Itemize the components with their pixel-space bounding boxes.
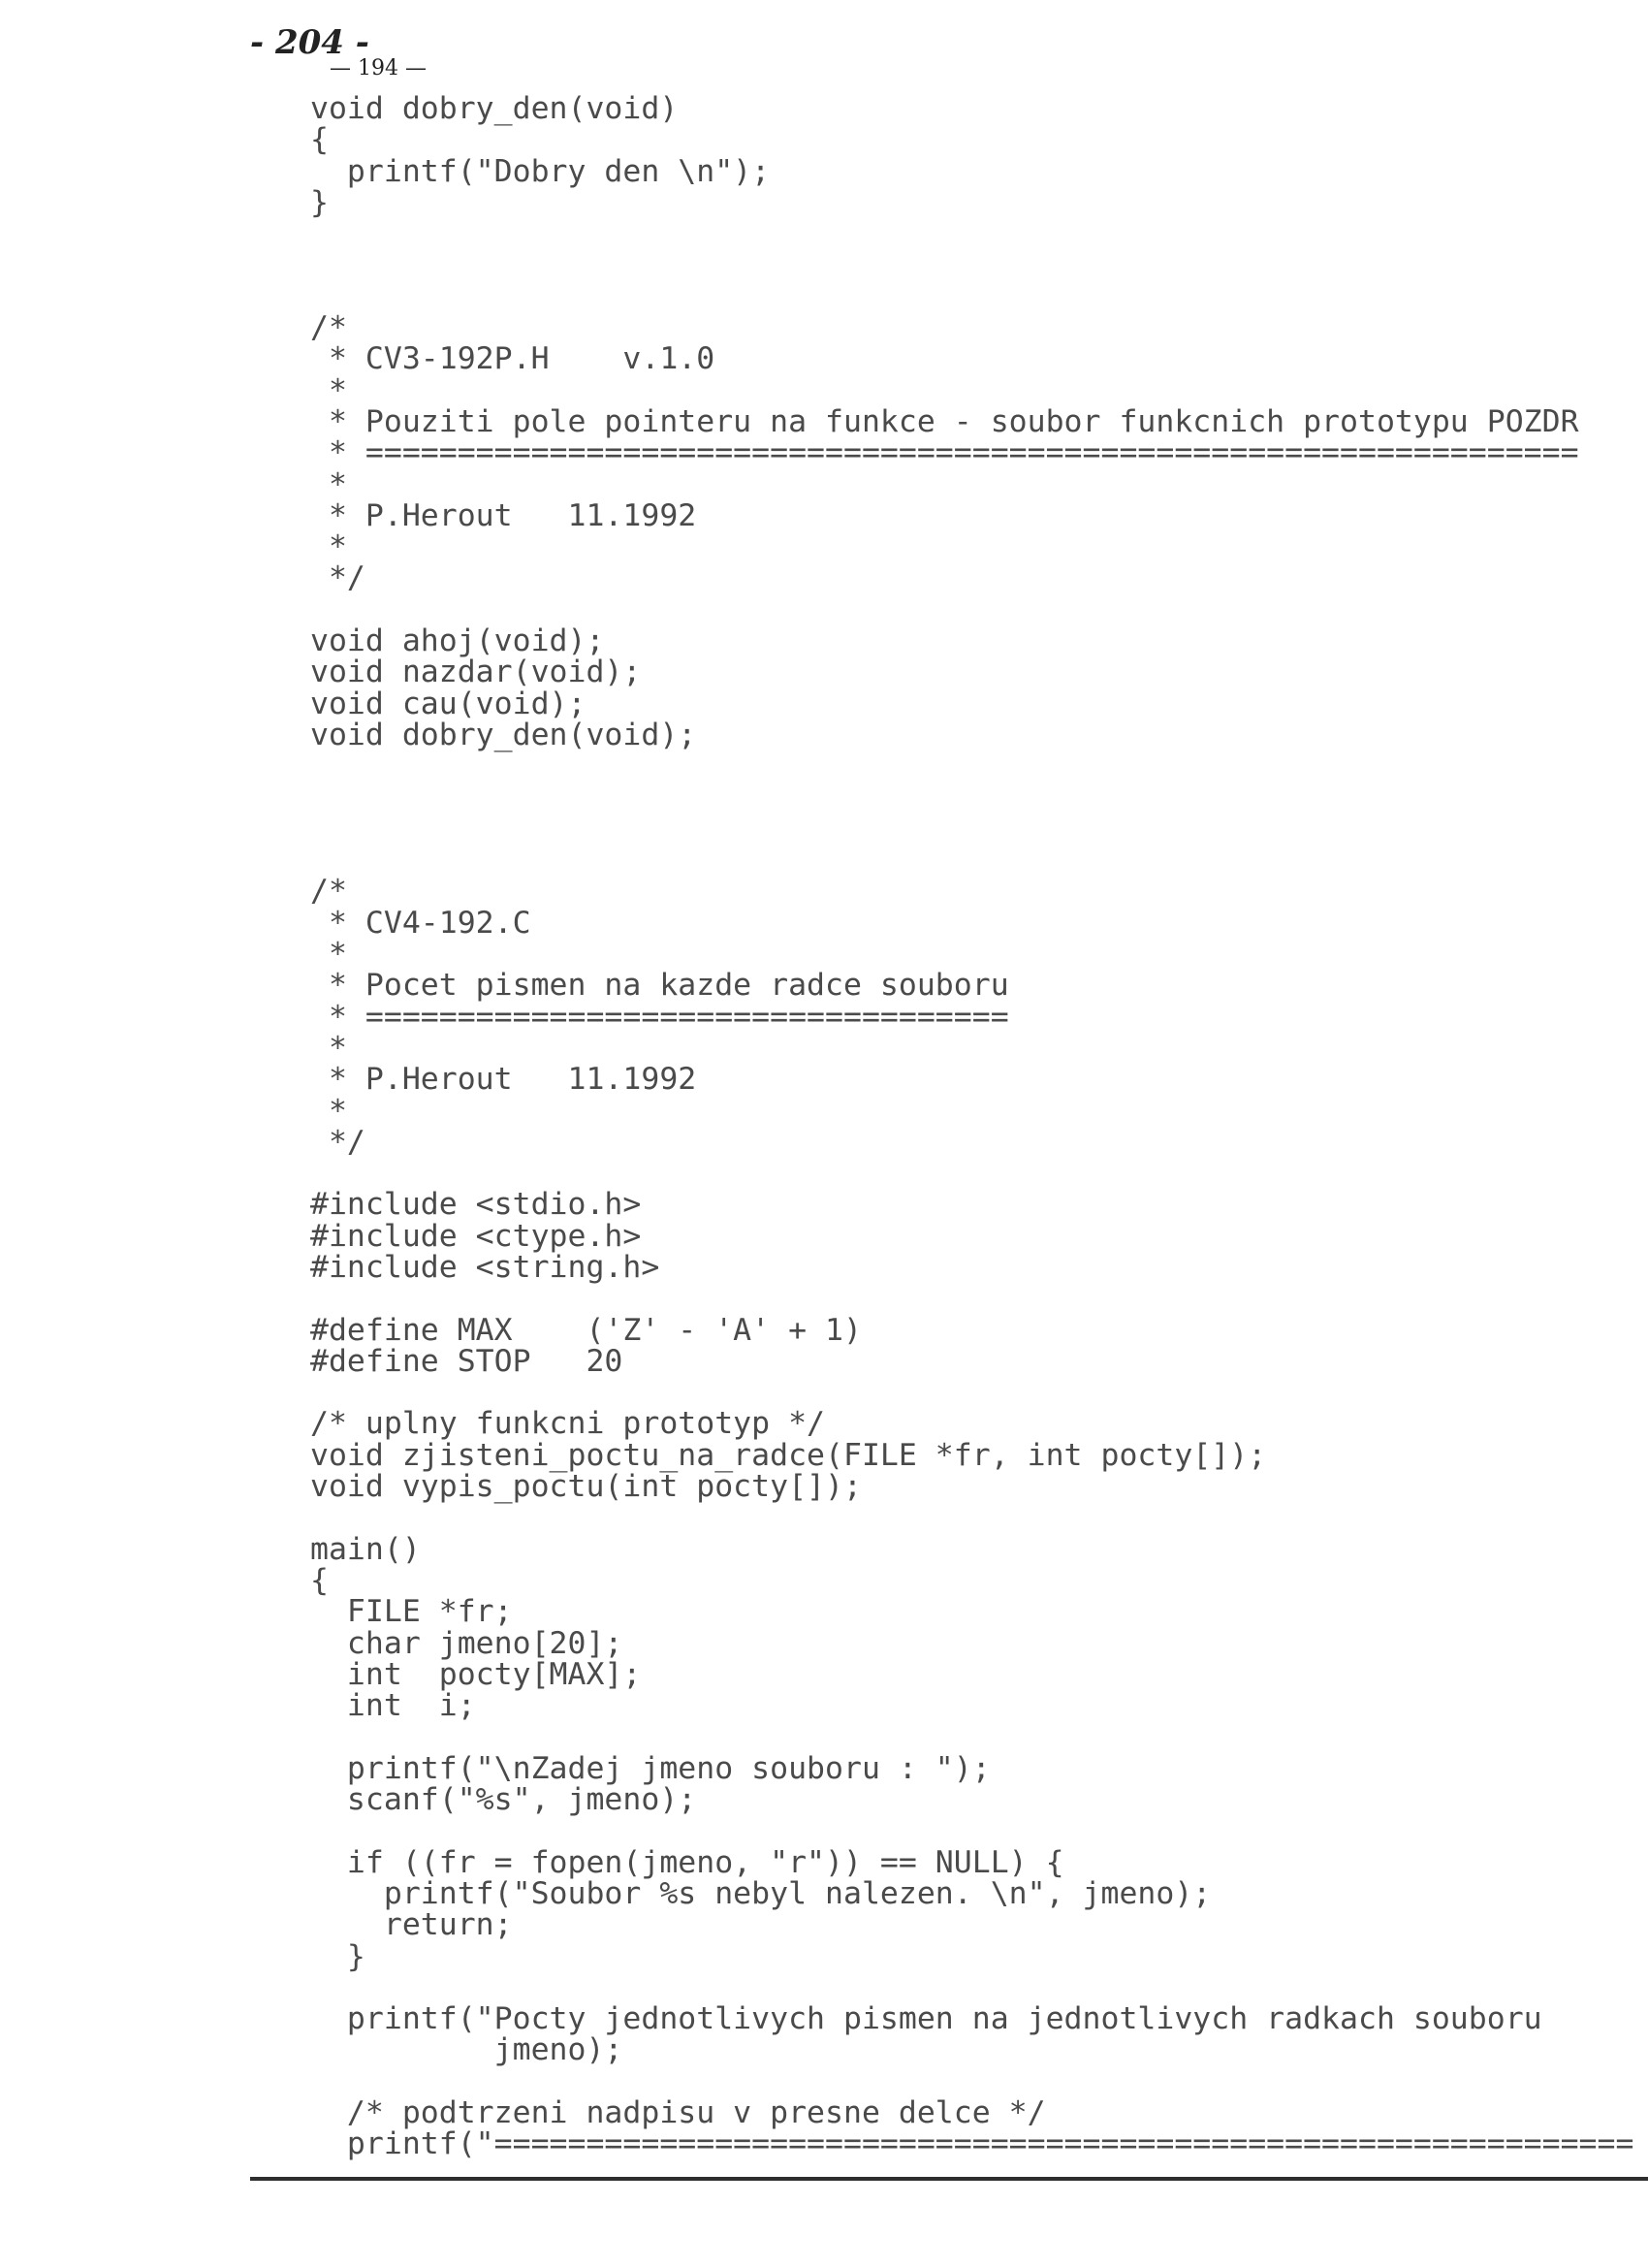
code-line <box>310 1283 1648 1314</box>
code-line <box>310 1972 1648 2003</box>
code-line: printf("Dobry den \n"); <box>310 153 771 189</box>
code-line <box>310 281 1648 312</box>
code-line <box>310 845 1648 876</box>
code-line: #include <string.h> <box>310 1249 660 1285</box>
code-line <box>310 1721 1648 1752</box>
code-line <box>310 218 1648 249</box>
code-line: */ <box>310 1124 365 1160</box>
code-line: /* uplny funkcni prototyp */ <box>310 1406 826 1442</box>
code-line: #include <ctype.h> <box>310 1218 642 1254</box>
code-line: scanf("%s", jmeno); <box>310 1782 697 1818</box>
code-line: /* <box>310 874 347 910</box>
code-line <box>310 814 1648 845</box>
code-line: * <box>310 937 347 973</box>
code-line: */ <box>310 560 365 596</box>
code-line: * <box>310 1093 347 1129</box>
handwritten-sub-number: — 194 — <box>330 56 427 80</box>
code-line: void dobry_den(void); <box>310 717 697 752</box>
code-line <box>310 751 1648 782</box>
code-line: * <box>310 466 347 502</box>
code-line: char jmeno[20]; <box>310 1625 623 1661</box>
code-line <box>310 249 1648 280</box>
code-line: int i; <box>310 1688 476 1724</box>
code-line: * Pouziti pole pointeru na funkce - soubor funkcnich prototypu POZDR <box>310 403 1579 439</box>
code-line: #include <stdio.h> <box>310 1187 642 1223</box>
code-line: * Pocet pismen na kazde radce souboru <box>310 968 1009 1004</box>
code-line: jmeno); <box>310 2032 623 2068</box>
code-line: * <box>310 529 347 565</box>
code-line: main() <box>310 1531 421 1567</box>
code-line <box>310 2066 1648 2097</box>
code-line <box>310 1502 1648 1533</box>
code-listing <box>310 93 1648 2160</box>
code-line: { <box>310 1562 329 1598</box>
code-line: /* <box>310 310 347 346</box>
code-line: printf("Soubor %s nebyl nalezen. \n", jmeno); <box>310 1875 1212 1911</box>
code-line: /* podtrzeni nadpisu v presne delce */ <box>310 2095 1046 2130</box>
code-line: } <box>310 1938 365 1974</box>
code-line: return; <box>310 1907 513 1943</box>
code-line: * CV4-192.C <box>310 905 531 941</box>
code-line: void dobry_den(void) <box>310 93 679 126</box>
code-line: int pocty[MAX]; <box>310 1656 642 1692</box>
code-line: printf("\nZadej jmeno souboru : "); <box>310 1750 991 1786</box>
code-line: * <box>310 1030 347 1066</box>
bottom-rule <box>250 2177 1648 2181</box>
code-line: void ahoj(void); <box>310 623 605 659</box>
code-line: * P.Herout 11.1992 <box>310 497 697 533</box>
code-line: * P.Herout 11.1992 <box>310 1062 697 1098</box>
code-line: * <box>310 372 347 408</box>
code-line: if ((fr = fopen(jmeno, "r")) == NULL) { <box>310 1844 1064 1880</box>
code-line: printf("============================================================== <box>310 2126 1634 2160</box>
code-line: void cau(void); <box>310 686 586 721</box>
code-line <box>310 1158 1648 1189</box>
code-line <box>310 1377 1648 1408</box>
code-line <box>310 594 1648 625</box>
code-line: void vypis_poctu(int pocty[]); <box>310 1469 862 1505</box>
code-line: * ================================================================== <box>310 435 1579 471</box>
code-line: void nazdar(void); <box>310 655 642 690</box>
code-line: } <box>310 184 329 220</box>
code-line: FILE *fr; <box>310 1594 513 1630</box>
code-line: * =================================== <box>310 999 1009 1035</box>
code-line: * CV3-192P.H v.1.0 <box>310 341 715 377</box>
code-line: #define MAX ('Z' - 'A' + 1) <box>310 1312 862 1348</box>
code-line <box>310 783 1648 814</box>
code-line: void zjisteni_poctu_na_radce(FILE *fr, int pocty[]); <box>310 1437 1267 1473</box>
handwritten-page-number: - 204 - <box>250 23 369 62</box>
code-line: printf("Pocty jednotlivych pismen na jednotlivych radkach souboru <box>310 2001 1542 2037</box>
code-line: #define STOP 20 <box>310 1343 623 1379</box>
code-line: { <box>310 122 329 158</box>
code-line <box>310 1815 1648 1846</box>
